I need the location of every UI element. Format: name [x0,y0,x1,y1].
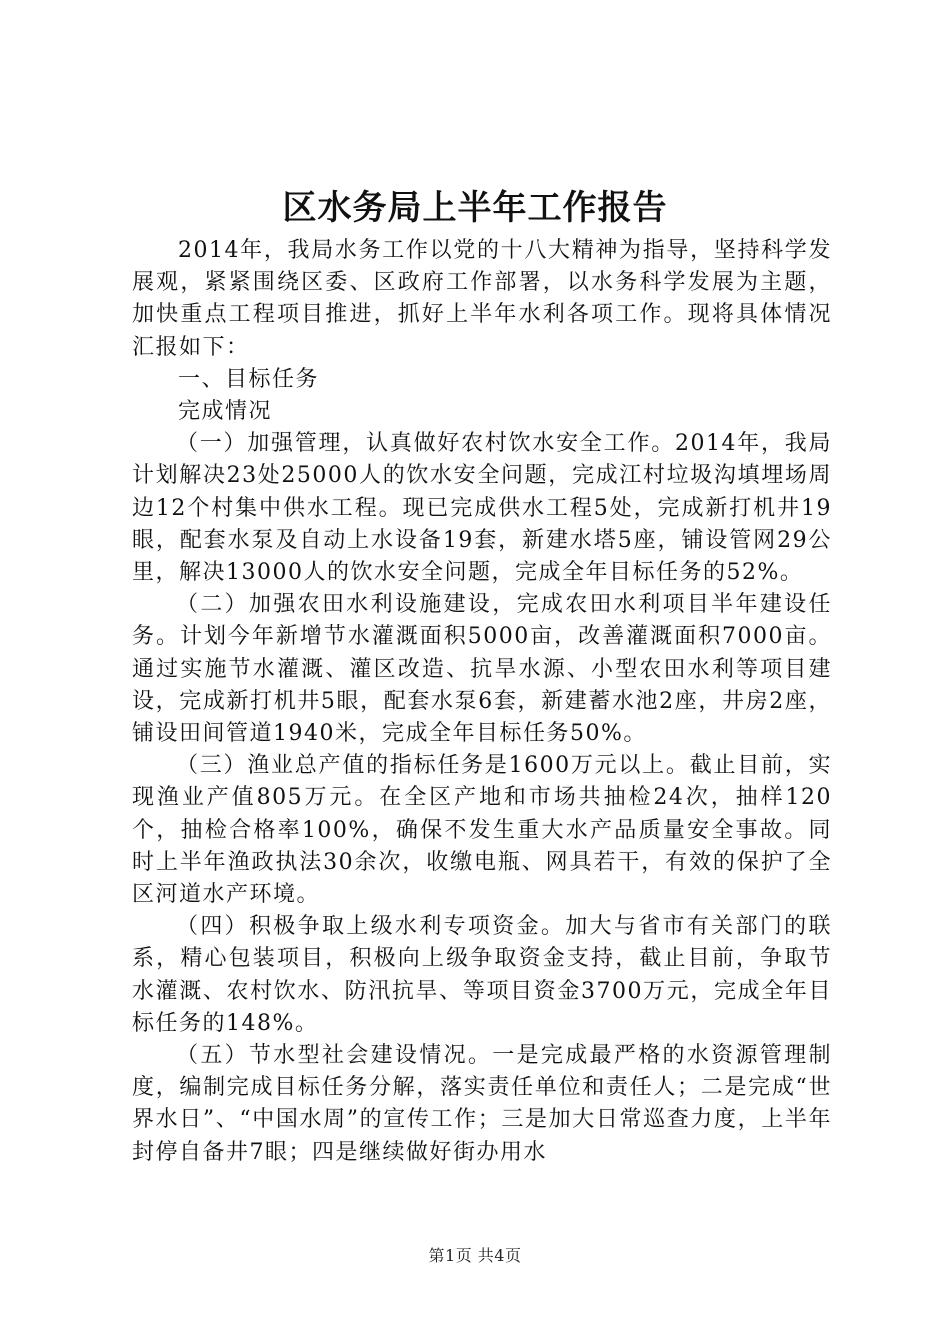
page-footer: 第1页 共4页 [428,1246,522,1265]
item-paragraph-2: （二）加强农田水利设施建设，完成农田水利项目半年建设任务。计划今年新增节水灌溉面积5000亩，改善灌溉面积7000亩。通过实施节水灌溉、灌区改造、抗旱水源、小型农田水利等项目建设，完成新打机井5眼，配套水泵6套，新建蓄水池2座，井房2座，铺设田间管道1940米，完成全年目标任务50%。 [132,592,832,747]
item-paragraph-3: （三）渔业总产值的指标任务是1600万元以上。截止目前，实现渔业产值805万元。在全区产地和市场共抽检24次，抽样120个，抽检合格率100%，确保不发生重大水产品质量安全事故。同时上半年渔政执法30余次，收缴电瓶、网具若干，有效的保护了全区河道水产环境。 [132,753,832,908]
subsection-heading: 完成情况 [178,399,273,425]
section-heading: 一、目标任务 [178,366,320,392]
item-paragraph-1: （一）加强管理，认真做好农村饮水安全工作。2014年，我局计划解决23处25000人的饮水安全问题，完成江村垃圾沟填埋场周边12个村集中供水工程。现已完成供水工程5处，完成新打机井19眼，配套水泵及自动上水设备19套，新建水塔5座，铺设管网29公里，解决13000人的饮水安全问题，完成全年目标任务的52%。 [132,431,832,586]
item-paragraph-4: （四）积极争取上级水利专项资金。加大与省市有关部门的联系，精心包装项目，积极向上级争取资金支持，截止目前，争取节水灌溉、农村饮水、防汛抗旱、等项目资金3700万元，完成全年目标任务的148%。 [132,914,832,1036]
intro-paragraph: 2014年，我局水务工作以党的十八大精神为指导，坚持科学发展观，紧紧围绕区委、区政府工作部署，以水务科学发展为主题，加快重点工程项目推进，抓好上半年水利各项工作。现将具体情况汇报如下： [132,238,832,360]
document-body [132,235,832,1169]
document-title: 区水务局上半年工作报告 [282,188,668,228]
item-paragraph-5: （五）节水型社会建设情况。一是完成最严格的水资源管理制度，编制完成目标任务分解，落实责任单位和责任人；二是完成“世界水日”、“中国水周”的宣传工作；三是加大日常巡查力度，上半年封停自备井7眼；四是继续做好街办用水 [132,1043,832,1165]
